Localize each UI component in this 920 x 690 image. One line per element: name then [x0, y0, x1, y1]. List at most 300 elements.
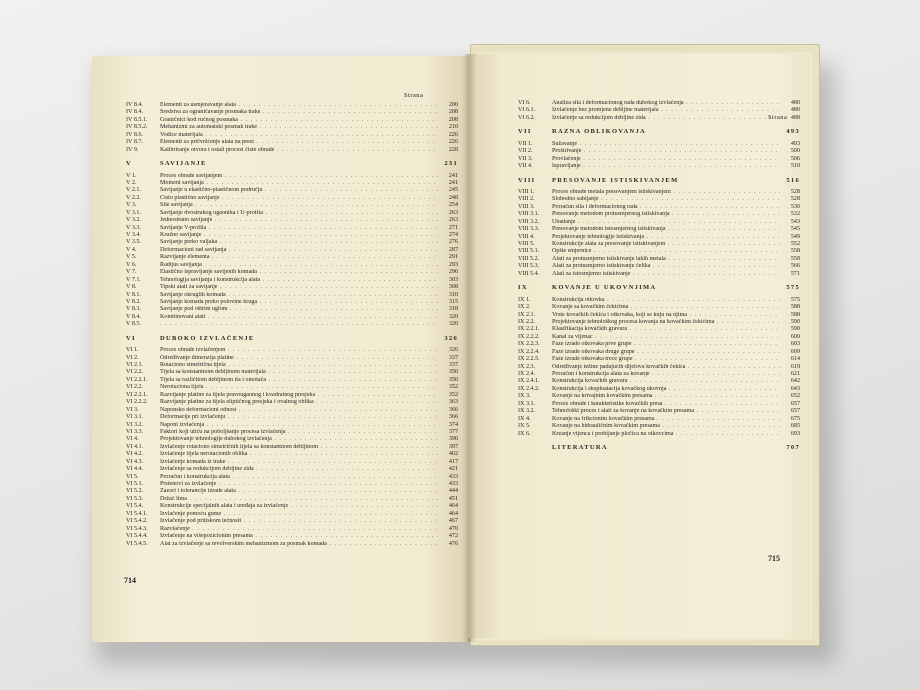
toc-entry-number: IX 1.: [518, 296, 531, 303]
toc-entry-title: Izvlačenje tijela nerotacionih oblika . . .: [160, 451, 438, 458]
toc-entry-title: Graničnici kod ručnog posmaka . . .: [160, 117, 438, 124]
toc-entry-number: IX 2.1.: [518, 311, 536, 318]
toc-entry-page: 685: [790, 423, 800, 430]
toc-entry-page: 276: [448, 239, 458, 246]
toc-entry-page: 467: [448, 518, 458, 525]
toc-entry-number: VI 5.4.4.: [126, 533, 148, 540]
toc-entry-title: Analiza sila i deformacionog rada dubokog izvlačenja . . .: [552, 100, 780, 107]
toc-entry-page: 558: [790, 255, 800, 262]
toc-entry-number: IX 2.3.: [518, 363, 536, 370]
toc-entry-title: Radijus savijanja . . .: [160, 262, 438, 269]
toc-entry-number: IX 2.2.5.: [518, 356, 540, 363]
toc-entry: [126, 232, 458, 239]
toc-entry-number: VI 5.3.: [126, 495, 144, 502]
toc-entry-title: Slobodno sabijanje . . .: [552, 196, 780, 203]
toc-entry-number: IX 2.2.4.: [518, 348, 540, 355]
toc-entry-title: Sužavanje . . .: [552, 141, 780, 148]
toc-entry-title: Konstrukcija otkovka . . .: [552, 297, 780, 304]
toc-entry: [126, 466, 458, 473]
toc-entry-title: Razvijanje platine za tijela pravougaonog i kvadratnog presjeka . . .: [160, 392, 438, 399]
toc-entry-page: 614: [790, 356, 800, 363]
toc-entry-title: Kalibriranje otvora i ostali procesi čiste obrade . . .: [160, 147, 438, 154]
toc-entry: [126, 496, 458, 503]
toc-entry: [518, 378, 800, 385]
toc-entry-title: Ispravljanje . . .: [552, 163, 780, 170]
toc-entry-number: VI 5.4.3.: [126, 525, 148, 532]
toc-entry-page: 549: [790, 233, 800, 240]
toc-chapter-heading: [518, 128, 800, 135]
toc-entry-number: V 3.5.: [126, 239, 141, 246]
toc-entry-number: V 8.: [126, 284, 137, 291]
toc-entry: [518, 304, 800, 311]
toc-entry-page: 476: [448, 540, 458, 547]
toc-chapter-heading: [518, 444, 800, 451]
toc-entry-page: 588: [790, 311, 800, 318]
toc-entry: [126, 210, 458, 217]
toc-entry-page: 326: [448, 347, 458, 354]
toc-entry-title: LITERATURA: [552, 443, 608, 451]
toc-entry-title: Faze izrade otkovaka druge grupe . . .: [552, 349, 780, 356]
toc-entry-title: Prstenovi za izvlačenje . . .: [160, 481, 438, 488]
toc-entry-number: VI 6.: [518, 100, 531, 106]
toc-entry: [126, 422, 458, 429]
toc-entry-page: 326: [444, 334, 458, 342]
toc-entry-page: 707: [786, 443, 800, 451]
toc-entry-title: PRESOVANJE ISTISKIVANJEM: [552, 176, 679, 184]
right-page-number: 715: [768, 554, 780, 563]
toc-entry: [518, 219, 800, 226]
toc-entry-number: V 7.1.: [126, 276, 141, 283]
toc-entry-title: Izvlačenje sa redukcijom debljine zida . . .: [160, 466, 438, 473]
toc-entry-number: V: [126, 160, 132, 168]
toc-entry-number: IX 2.2.1.: [518, 326, 540, 333]
toc-entry: [518, 334, 800, 341]
toc-entry: [126, 202, 458, 209]
toc-entry: [126, 451, 458, 458]
toc-entry-title: Proces obrade izvlačenjem . . .: [160, 347, 438, 354]
toc-entry-page: 208: [448, 116, 458, 123]
toc-entry-page: 451: [448, 495, 458, 502]
toc-entry-title: Savijanje preko valjaka . . .: [160, 239, 438, 246]
toc-entry-page: 293: [448, 261, 458, 268]
toc-entry: [518, 297, 800, 304]
toc-entry-page: 320: [448, 321, 458, 328]
toc-entry-number: IV 8.4.: [126, 109, 143, 116]
toc-entry: [126, 306, 458, 313]
toc-entry-page: 377: [448, 428, 458, 435]
toc-entry-page: 417: [448, 458, 458, 465]
toc-chapter-heading: [518, 284, 800, 291]
toc-entry-number: VI 1.: [126, 347, 139, 354]
toc-entry: [518, 156, 800, 163]
toc-entry: [518, 226, 800, 233]
right-page-header: Strana: [768, 114, 788, 121]
toc-entry: [518, 349, 800, 356]
toc-entry-page: 352: [448, 391, 458, 398]
toc-entry-title: Elementi za pričvršćenje alata na presi . . .: [160, 139, 438, 146]
toc-entry-title: Proces obrade savijanjem . . .: [160, 173, 438, 180]
toc-entry-title: Proces obrade metala presovanjem istiskivanjem . . .: [552, 189, 780, 196]
toc-entry-page: 558: [790, 248, 800, 255]
toc-entry-title: Izvlačenje sa redukcijom debljine zida . . .: [552, 115, 780, 122]
toc-entry-number: VII 2.: [518, 148, 533, 155]
toc-entry-page: 590: [790, 326, 800, 333]
toc-entry-title: Proračun i konstrukcija alata za kovanje . . .: [552, 371, 780, 378]
toc-entry-title: KOVANJE U UKOVNJIMA: [552, 284, 657, 292]
toc-entry: [126, 254, 458, 261]
toc-entry: [126, 139, 458, 146]
toc-entry-number: VI: [126, 334, 136, 342]
toc-entry-title: Kanal za vijenac . . .: [552, 334, 780, 341]
toc-entry-number: VI 5.4.5.: [126, 540, 148, 547]
toc-entry-page: 528: [790, 188, 800, 195]
toc-entry: [126, 225, 458, 232]
toc-entry: [518, 204, 800, 211]
toc-entry-page: 600: [790, 333, 800, 340]
toc-entry-number: V 8.2.: [126, 298, 141, 305]
toc-entry-page: 464: [448, 510, 458, 517]
toc-entry-number: IX 2.: [518, 304, 531, 311]
toc-entry-number: V 3.1.: [126, 209, 141, 216]
toc-entry-title: Sredstva za ograničavanje posmaka trake . . .: [160, 109, 438, 116]
toc-entry-number: IX 2.2.: [518, 318, 536, 325]
toc-entry: [126, 195, 458, 202]
toc-entry: [126, 124, 458, 131]
toc-entry-page: 657: [790, 400, 800, 407]
toc-entry-page: 226: [448, 139, 458, 146]
toc-entry-number: VI 4.2.: [126, 451, 144, 458]
toc-entry: [518, 256, 800, 263]
toc-entry-page: 248: [448, 194, 458, 201]
toc-entry-number: IX 2.4.2.: [518, 385, 540, 392]
toc-entry-title: Klasifikacija kovačkih gravura . . .: [552, 326, 780, 333]
toc-entry: [126, 355, 458, 362]
toc-entry-title: Izvlačenje komada iz trake . . .: [160, 459, 438, 466]
toc-entry: [126, 474, 458, 481]
toc-entry-title: Elementi za usmjeravanje alata . . .: [160, 102, 438, 109]
toc-entry-title: Projektovanje tehnologije dubokog izvlačenja . . .: [160, 436, 438, 443]
toc-entry-title: Proširivanje . . .: [552, 148, 780, 155]
toc-entry-number: VI 2.2.1.: [126, 376, 148, 383]
toc-entry: [126, 217, 458, 224]
toc-entry-title: Faze izrade otkovaka prve grupe . . .: [552, 341, 780, 348]
toc-entry-number: V 4.: [126, 246, 137, 253]
toc-entry-title: Konstrukcije specijalnih alata i uređaja za izvlačenje . . .: [160, 503, 438, 510]
toc-entry: [126, 429, 458, 436]
toc-entry-number: VI 6.2.: [518, 114, 536, 121]
toc-entry-page: 643: [790, 385, 800, 392]
toc-entry-page: 488: [790, 114, 800, 121]
toc-entry: [518, 241, 800, 248]
toc-entry: [518, 393, 800, 400]
toc-entry: [518, 431, 800, 438]
toc-entry-title: Konstrukcije alata za presovanje istiskivanjem . . .: [552, 241, 780, 248]
toc-entry-page: 470: [448, 525, 458, 532]
toc-entry-number: V 7.: [126, 269, 137, 276]
toc-entry-number: VII: [518, 128, 532, 136]
toc-entry-title: Deformacije pri izvlačenju . . .: [160, 414, 438, 421]
toc-entry-number: IV 8.7.: [126, 139, 143, 146]
toc-entry-title: Savijanje u elastično-plastičnom području . . .: [160, 187, 438, 194]
toc-entry-number: VIII 3.2.: [518, 218, 540, 225]
toc-entry: [518, 189, 800, 196]
toc-entry-number: V 3.: [126, 202, 137, 209]
toc-entry-title: Kombinovani alati . . .: [160, 314, 438, 321]
toc-entry: [126, 132, 458, 139]
toc-entry-number: V 6.: [126, 261, 137, 268]
toc-entry: [126, 187, 458, 194]
toc-entry-title: Izvlačenje na višepozicionim presama . . .: [160, 533, 438, 540]
toc-entry-title: Opšte smjernice . . .: [552, 248, 780, 255]
toc-entry-title: Kovanje na hidrauličnim kovačkim presama . . .: [552, 423, 780, 430]
toc-entry-page: 241: [448, 172, 458, 179]
toc-entry-title: Izvlačenje rotaciono simetričnih tijela sa konstantnom debljinom . . .: [160, 444, 438, 451]
toc-entry-page: 532: [790, 211, 800, 218]
toc-entry: [518, 196, 800, 203]
toc-entry-title: Kružno savijanje . . .: [160, 232, 438, 239]
left-page: [92, 56, 468, 642]
toc-entry-number: VIII: [518, 176, 536, 184]
toc-entry-title: SAVIJANJE: [160, 160, 207, 168]
toc-entry-title: Tijela sa konstantnom debljinom materijala . . .: [160, 369, 438, 376]
toc-entry-number: IX 4.: [518, 415, 531, 422]
toc-entry-title: Faze izrade otkovaka treće grupe . . .: [552, 356, 780, 363]
toc-entry-title: Alat za izvlačenje sa revolverskim mehanizmom za posmak komada . . .: [160, 541, 438, 548]
toc-entry-number: VI 5.: [126, 473, 139, 480]
toc-entry-title: Naponi izvlačenja . . .: [160, 422, 438, 429]
toc-entry-number: IX 2.2.3.: [518, 341, 540, 348]
toc-entry-page: 308: [448, 284, 458, 291]
toc-entry-title: Konstrukcija i eksploatacija kovačkog ukovnja . . .: [552, 386, 780, 393]
toc-entry-title: Mehanizmi za automatski posmak trake . . .: [160, 124, 438, 131]
toc-entry-page: 543: [790, 218, 800, 225]
toc-entry-page: 619: [790, 363, 800, 370]
toc-entry-number: IV 8.5.2.: [126, 124, 148, 131]
toc-entry-title: Ubadanje . . .: [552, 219, 780, 226]
toc-entry-title: Deformacioni rad savijanja . . .: [160, 247, 438, 254]
toc-entry: [126, 292, 458, 299]
toc-entry-title: Vrste kovačkih čekića i otkovaka, koji se kuju na njima . . .: [552, 312, 780, 319]
toc-entry-title: Držač lima . . .: [160, 496, 438, 503]
toc-entry-page: 241: [448, 179, 458, 186]
toc-entry: [126, 347, 458, 354]
toc-entry-page: 657: [790, 408, 800, 415]
toc-entry-page: 291: [448, 254, 458, 261]
toc-entry-number: VIII 5.1.: [518, 248, 540, 255]
toc-entry: [126, 247, 458, 254]
toc-entry-page: 421: [448, 466, 458, 473]
toc-entry-title: Savijanje komada preko polovine kruga . . .: [160, 299, 438, 306]
toc-entry-number: VIII 5.4.: [518, 270, 540, 277]
toc-entry-number: VI 6.1.: [518, 107, 536, 114]
toc-entry-title: Čisto plastično savijanje . . .: [160, 195, 438, 202]
toc-entry-number: VIII 5.2.: [518, 255, 540, 262]
toc-entry-number: V 8.3.: [126, 306, 141, 313]
toc-entry-page: 315: [448, 298, 458, 305]
toc-entry-number: IV 8.6.: [126, 131, 143, 138]
toc-entry-page: 303: [448, 276, 458, 283]
toc-entry-page: 263: [448, 217, 458, 224]
toc-entry: [126, 436, 458, 443]
toc-entry-title: Savijanje dvostrukog ugaonika i U-profila . . .: [160, 210, 438, 217]
toc-entry: [126, 239, 458, 246]
toc-entry-page: 231: [444, 160, 458, 168]
toc-entry-title: Moment savijanja . . .: [160, 180, 438, 187]
toc-entry-page: 545: [790, 226, 800, 233]
toc-entry: [518, 148, 800, 155]
toc-entry: [126, 541, 458, 548]
toc-entry-number: VII 3.: [518, 155, 533, 162]
toc-entry-title: Vodice materijala . . .: [160, 132, 438, 139]
toc-entry: [126, 533, 458, 540]
toc-entry: [126, 180, 458, 187]
toc-entry: [126, 384, 458, 391]
toc-entry: [126, 321, 458, 328]
toc-entry-number: V 3.3.: [126, 224, 141, 231]
toc-entry: [518, 326, 800, 333]
toc-entry-page: 366: [448, 406, 458, 413]
book-gutter: [462, 54, 476, 642]
toc-entry-number: VI 5.2.: [126, 488, 144, 495]
toc-entry-page: 337: [448, 362, 458, 368]
toc-entry-title: Presovanje metodom protusmjernog istiskivanja . . .: [552, 211, 780, 218]
toc-entry-number: IX: [518, 284, 528, 292]
toc-entry-page: 472: [448, 533, 458, 540]
toc-entry-page: 263: [448, 209, 458, 216]
toc-chapter-heading: [126, 335, 458, 342]
toc-entry-page: 566: [790, 263, 800, 270]
toc-entry-title: Izvlačenje pomoću gume . . .: [160, 511, 438, 518]
toc-entry-page: 493: [786, 128, 800, 136]
toc-entry-page: 590: [790, 318, 800, 325]
toc-entry-page: 245: [448, 187, 458, 194]
toc-entry-title: RAZNA OBLIKOVANJA: [552, 128, 647, 136]
toc-entry: [518, 401, 800, 408]
toc-entry: [126, 109, 458, 116]
toc-entry: [518, 115, 800, 122]
toc-entry-title: Određivanje dimenzija platine . . .: [160, 355, 438, 362]
toc-entry: [126, 407, 458, 414]
toc-entry-page: 208: [448, 109, 458, 116]
toc-entry-page: 274: [448, 232, 458, 238]
toc-chapter-heading: [126, 160, 458, 167]
toc-entry: [518, 371, 800, 378]
toc-entry-page: 318: [448, 306, 458, 313]
left-table-of-contents: [126, 102, 458, 548]
toc-entry-page: 350: [448, 376, 458, 383]
toc-entry-number: IX 6.: [518, 430, 531, 437]
toc-entry-number: VIII 5.: [518, 241, 535, 247]
toc-entry-number: VI 5.4.: [126, 503, 144, 510]
right-page: [468, 54, 810, 638]
toc-entry-page: 530: [790, 203, 800, 210]
toc-entry-title: Rotaciono simetrična tijela . . .: [160, 362, 438, 369]
toc-entry-number: VI 4.3.: [126, 458, 144, 465]
toc-entry: [126, 414, 458, 421]
toc-entry-page: 652: [790, 393, 800, 400]
toc-entry-title: Jednostrano savijanje . . .: [160, 217, 438, 224]
toc-entry-number: V 3.4.: [126, 232, 141, 238]
toc-entry-page: 433: [448, 473, 458, 480]
toc-entry-number: VI 2.1.: [126, 362, 144, 368]
toc-entry-page: 575: [790, 296, 800, 303]
toc-entry-number: VI 2.: [126, 354, 139, 361]
toc-entry: [518, 319, 800, 326]
toc-entry-number: IV 9.: [126, 146, 139, 153]
toc-entry-number: VI 5.4.1.: [126, 510, 148, 517]
toc-entry: [126, 526, 458, 533]
toc-entry-page: 480: [790, 100, 800, 106]
toc-entry-title: Tehnologija savijanja i konstrukcija alata . . .: [160, 277, 438, 284]
toc-entry-number: [518, 444, 552, 451]
toc-entry-title: Određivanje težine padajućih dijelova kovačkih čekića . . .: [552, 364, 780, 371]
left-page-number: 714: [124, 576, 136, 585]
toc-entry-number: VII 4.: [518, 163, 533, 170]
toc-entry-title: Projektovanje tehnologije istiskivanja . . .: [552, 234, 780, 241]
toc-entry-page: 571: [790, 270, 800, 277]
toc-entry-number: V 8.1.: [126, 291, 141, 298]
toc-entry-number: VIII 2.: [518, 196, 535, 203]
toc-entry: [518, 163, 800, 170]
toc-entry: [126, 262, 458, 269]
toc-entry-title: Alati za istosmjerno istiskivanje . . .: [552, 271, 780, 278]
toc-entry: [518, 423, 800, 430]
toc-entry: [126, 277, 458, 284]
toc-entry-title: Savijanje pod oštrim uglom . . .: [160, 306, 438, 313]
toc-entry-number: VI 3.: [126, 406, 139, 413]
toc-entry: [518, 312, 800, 319]
toc-entry-page: 310: [448, 291, 458, 298]
toc-entry-title: Savijanje okruglih komada . . .: [160, 292, 438, 299]
toc-entry-number: VI 4.: [126, 436, 139, 443]
toc-entry-title: Proračun sila i deformacionog rada . . .: [552, 204, 780, 211]
toc-entry-title: Savijanje V-profila . . .: [160, 225, 438, 232]
toc-entry-number: VI 3.1.: [126, 414, 144, 421]
toc-entry-page: 603: [790, 341, 800, 348]
toc-entry-title: Provlačenje . . .: [552, 156, 780, 163]
toc-entry: [518, 364, 800, 371]
toc-entry-page: 693: [790, 430, 800, 437]
toc-entry-number: VI 2.2.: [126, 369, 144, 376]
toc-entry-number: IX 3.1.: [518, 400, 536, 407]
toc-entry-page: 609: [790, 348, 800, 355]
toc-entry-number: IX 3.: [518, 393, 531, 400]
toc-entry-title: Kovanje sa kovačkim čekićima . . .: [552, 304, 780, 311]
toc-entry-page: 287: [448, 246, 458, 253]
toc-entry-title: Projektovanje tehnološkog procesa kovanja na kovačkim čekićima . . .: [552, 319, 780, 326]
toc-entry: [126, 117, 458, 124]
toc-entry: [126, 511, 458, 518]
toc-entry: [126, 369, 458, 376]
toc-entry: [126, 488, 458, 495]
toc-entry-page: 575: [786, 284, 800, 292]
toc-entry-page: 366: [448, 414, 458, 421]
toc-entry-title: Razvlačenje . . .: [160, 526, 438, 533]
toc-entry-number: VI 4.1.: [126, 443, 144, 450]
toc-entry-page: 271: [448, 224, 458, 231]
toc-entry-page: 337: [448, 354, 458, 361]
toc-entry: [518, 416, 800, 423]
toc-entry-page: 390: [448, 436, 458, 443]
toc-entry-title: Proces obrade i karakteristike kovačkih presa . . .: [552, 401, 780, 408]
toc-entry-number: V 3.2.: [126, 217, 141, 224]
toc-entry: [126, 102, 458, 109]
toc-entry-number: VI 2.2.: [126, 384, 144, 391]
toc-entry-title: Kovanje na krivajnim kovačkim presama . . .: [552, 393, 780, 400]
toc-entry: [126, 518, 458, 525]
toc-entry-title: Izvlačenje pod pritiskom tečnosti . . .: [160, 518, 438, 525]
toc-entry-title: [160, 321, 438, 328]
